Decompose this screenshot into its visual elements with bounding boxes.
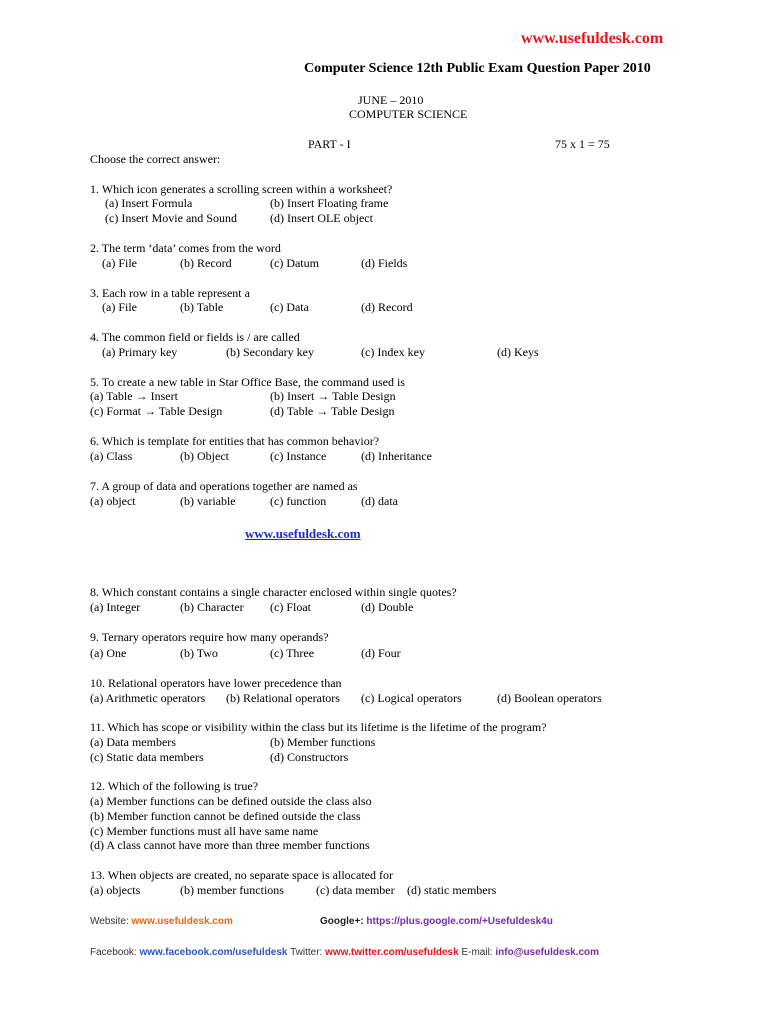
- exam-subject: COMPUTER SCIENCE: [349, 107, 468, 121]
- option: (a) Integer: [90, 600, 141, 614]
- option: (d) static members: [407, 883, 497, 897]
- footer-twitter-link[interactable]: www.twitter.com/usefuldesk: [325, 947, 459, 958]
- option: (c) data member: [316, 883, 395, 897]
- option: (d) Inheritance: [361, 449, 432, 463]
- option: (a) File: [102, 300, 137, 314]
- option: (a) One: [90, 646, 127, 660]
- footer-website-link[interactable]: www.usefuldesk.com: [131, 916, 233, 927]
- question-text: 2. The term ‘data’ comes from the word: [90, 241, 281, 255]
- instruction: Choose the correct answer:: [90, 152, 221, 166]
- option: (d) Boolean operators: [497, 691, 602, 705]
- option: (d) Table → Table Design: [270, 404, 395, 418]
- option: (c) function: [270, 494, 327, 508]
- footer-google-link[interactable]: https://plus.google.com/+Usefuldesk4u: [366, 916, 553, 927]
- option: (a) File: [102, 256, 137, 270]
- footer-facebook-label: Facebook:: [90, 947, 137, 958]
- question-text: 3. Each row in a table represent a: [90, 286, 250, 300]
- option: (b) variable: [180, 494, 236, 508]
- footer-email-label: E-mail:: [461, 947, 493, 958]
- question-text: 8. Which constant contains a single character enclosed within single quotes?: [90, 585, 457, 599]
- option: (c) Insert Movie and Sound: [105, 211, 237, 225]
- option: (d) Keys: [497, 345, 539, 359]
- question-text: 1. Which icon generates a scrolling screen within a worksheet?: [90, 182, 393, 196]
- question-text: 5. To create a new table in Star Office Base, the command used is: [90, 375, 405, 389]
- question-text: 4. The common field or fields is / are called: [90, 330, 300, 344]
- option: (b) Two: [180, 646, 218, 660]
- document-title: Computer Science 12th Public Exam Question Paper 2010: [304, 61, 651, 76]
- site-link-mid[interactable]: www.usefuldesk.com: [245, 526, 361, 541]
- question-text: 13. When objects are created, no separate space is allocated for: [90, 868, 393, 882]
- option: (c) Member functions must all have same name: [90, 824, 319, 838]
- footer-google-label: Google+:: [320, 916, 364, 927]
- option: (b) Insert → Table Design: [270, 389, 396, 403]
- option: (a) object: [90, 494, 136, 508]
- option: (b) Secondary key: [226, 345, 314, 359]
- option: (c) Logical operators: [361, 691, 462, 705]
- footer-facebook-link[interactable]: www.facebook.com/usefuldesk: [139, 947, 288, 958]
- part-label: PART - I: [308, 137, 351, 151]
- option: (a) Table → Insert: [90, 389, 178, 403]
- option: (b) member functions: [180, 883, 284, 897]
- footer-website: [90, 916, 233, 928]
- option: (c) Format → Table Design: [90, 404, 223, 418]
- option: (b) Table: [180, 300, 224, 314]
- option: (b) Relational operators: [226, 691, 340, 705]
- option: (a) Insert Formula: [105, 196, 193, 210]
- question-text: 9. Ternary operators require how many operands?: [90, 630, 329, 644]
- option: (a) Class: [90, 449, 133, 463]
- option: (d) Four: [361, 646, 401, 660]
- footer-website-label: Website:: [90, 916, 129, 927]
- footer-twitter-label: Twitter:: [290, 947, 323, 958]
- footer-google: [320, 916, 553, 928]
- option: (b) Member function cannot be defined outside the class: [90, 809, 361, 823]
- marks-label: 75 x 1 = 75: [555, 137, 610, 151]
- option: (c) Float: [270, 600, 311, 614]
- site-link-top[interactable]: www.usefuldesk.com: [521, 30, 664, 47]
- option: (c) Datum: [270, 256, 319, 270]
- option: (b) Insert Floating frame: [270, 196, 389, 210]
- exam-month: JUNE – 2010: [358, 93, 424, 107]
- option: (c) Index key: [361, 345, 425, 359]
- option: (c) Three: [270, 646, 315, 660]
- question-text: 11. Which has scope or visibility within the class but its lifetime is the lifetime of the program?: [90, 720, 547, 734]
- option: (d) data: [361, 494, 398, 508]
- option: (c) Static data members: [90, 750, 204, 764]
- option: (d) Constructors: [270, 750, 349, 764]
- option: (a) objects: [90, 883, 141, 897]
- option: (a) Primary key: [102, 345, 178, 359]
- question-text: 12. Which of the following is true?: [90, 779, 259, 793]
- question-text: 7. A group of data and operations together are named as: [90, 479, 358, 493]
- option: (d) Insert OLE object: [270, 211, 373, 225]
- option: (b) Object: [180, 449, 229, 463]
- option: (b) Member functions: [270, 735, 376, 749]
- option: (d) Fields: [361, 256, 408, 270]
- footer-social: [90, 947, 599, 959]
- option: (a) Data members: [90, 735, 176, 749]
- question-text: 6. Which is template for entities that has common behavior?: [90, 434, 380, 448]
- option: (c) Instance: [270, 449, 327, 463]
- option: (a) Arithmetic operators: [90, 691, 206, 705]
- option: (a) Member functions can be defined outside the class also: [90, 794, 372, 808]
- question-text: 10. Relational operators have lower precedence than: [90, 676, 342, 690]
- option: (b) Character: [180, 600, 244, 614]
- footer-email-link[interactable]: info@usefuldesk.com: [495, 947, 600, 958]
- option: (d) Record: [361, 300, 413, 314]
- option: (d) A class cannot have more than three member functions: [90, 838, 370, 852]
- option: (d) Double: [361, 600, 414, 614]
- option: (c) Data: [270, 300, 309, 314]
- option: (b) Record: [180, 256, 232, 270]
